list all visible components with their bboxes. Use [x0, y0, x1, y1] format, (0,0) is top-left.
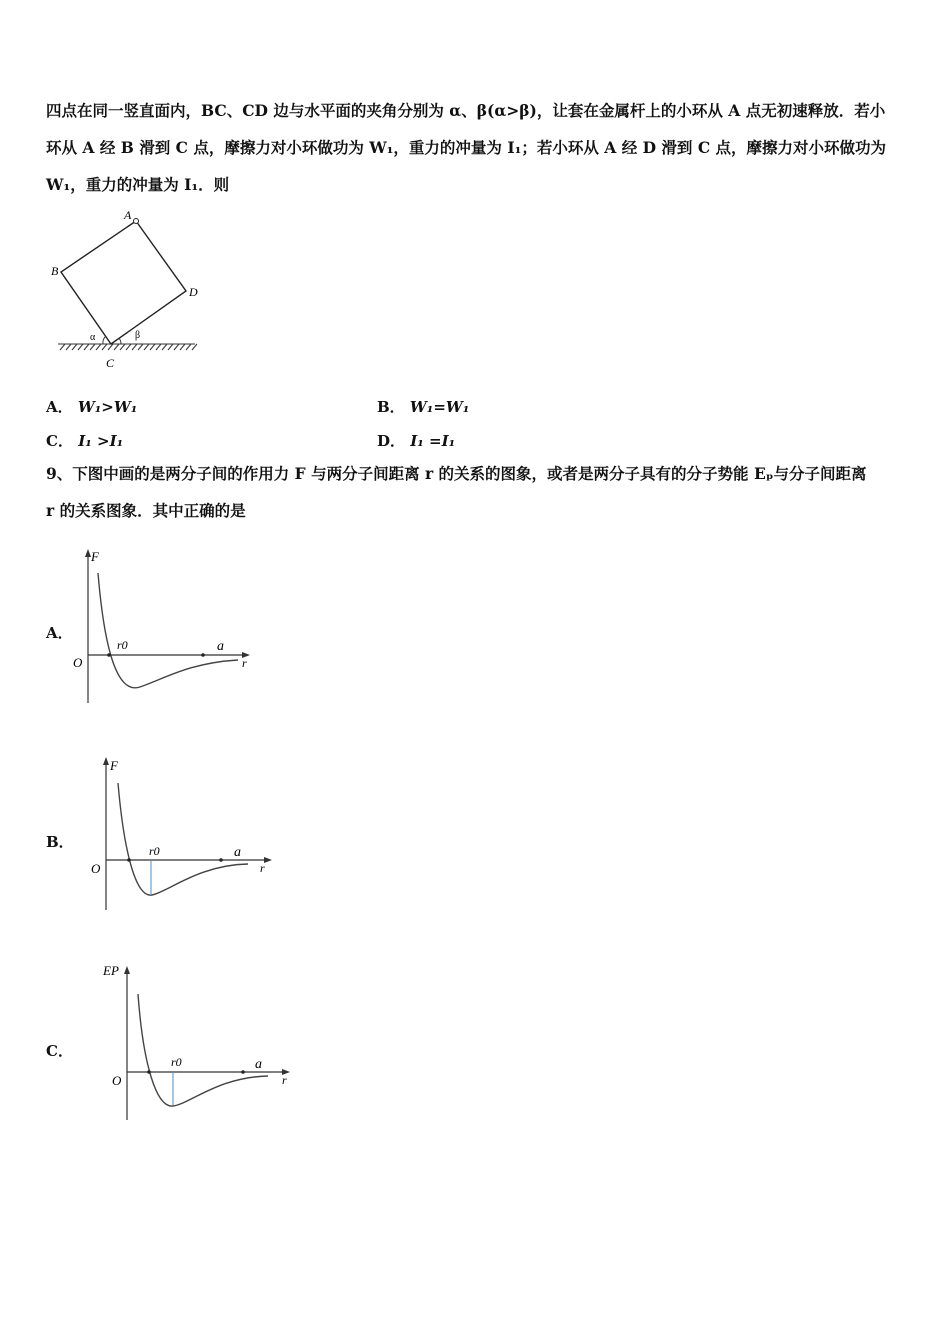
hatch-mark	[108, 344, 113, 350]
r0-label: r0	[149, 844, 160, 858]
option-8-c[interactable]	[46, 430, 123, 451]
graph-option-b	[88, 753, 278, 918]
problem9-text	[46, 455, 908, 529]
potential-energy-curve	[138, 994, 268, 1106]
a-label: a	[217, 639, 224, 654]
hatch-mark	[90, 344, 95, 350]
hatch-mark	[120, 344, 125, 350]
hatch-mark	[132, 344, 137, 350]
r0-label: r0	[117, 638, 128, 652]
force-curve	[118, 783, 248, 895]
a-label: a	[234, 845, 241, 860]
option-text: W₁=W₁	[409, 398, 470, 416]
problem8-line-3: W₁，重力的冲量为 I₁．则	[46, 175, 230, 194]
option-letter: B．	[377, 398, 405, 416]
y-axis-arrow-icon	[124, 966, 130, 974]
origin-label: O	[73, 655, 83, 670]
hatch-mark	[168, 344, 173, 350]
graph-option-a	[68, 545, 258, 710]
hatch-mark	[162, 344, 167, 350]
label-b: B	[51, 264, 59, 278]
force-curve	[98, 573, 238, 688]
a-label: a	[255, 1057, 262, 1072]
beta-arc	[119, 338, 121, 344]
point-a-ring	[134, 219, 139, 224]
hatch-mark	[60, 344, 65, 350]
hatch-mark	[78, 344, 83, 350]
y-axis-arrow-icon	[103, 757, 109, 765]
hatch-mark	[174, 344, 179, 350]
x-axis-label: r	[260, 861, 265, 875]
problem9-line-2: r 的关系图象．其中正确的是	[46, 501, 246, 520]
option-9-a-letter[interactable]: A．	[46, 624, 73, 642]
hatch-mark	[126, 344, 131, 350]
option-letter: D．	[377, 432, 406, 450]
hatch-mark	[72, 344, 77, 350]
problem8-line-2: 环从 A 经 B 滑到 C 点，摩擦力对小环做功为 W₁，重力的冲量为 I₁；若小环从 A 经 D 滑到 C 点，摩擦力对小环做功为	[46, 138, 887, 157]
r0-label: r0	[171, 1055, 182, 1069]
x-axis-arrow-icon	[264, 857, 272, 863]
y-axis-label: F	[110, 758, 118, 773]
ground-hatching	[58, 344, 197, 350]
graph-option-c	[98, 958, 298, 1123]
hatch-mark	[84, 344, 89, 350]
hatch-mark	[156, 344, 161, 350]
square-frame	[61, 221, 186, 344]
problem9-line-1: 9、下图中画的是两分子间的作用力 F 与两分子间距离 r 的关系的图象，或者是两分子具有的分子势能 Eₚ与分子间距离	[46, 464, 867, 483]
origin-label: O	[112, 1073, 122, 1088]
hatch-mark	[138, 344, 143, 350]
hatch-mark	[66, 344, 71, 350]
hatch-mark	[102, 344, 107, 350]
label-c: C	[106, 356, 115, 370]
hatch-mark	[180, 344, 185, 350]
hatch-mark	[192, 344, 197, 350]
y-axis-label: EP	[103, 963, 119, 978]
hatch-mark	[186, 344, 191, 350]
label-alpha: α	[90, 332, 96, 343]
option-text: I₁ =I₁	[410, 432, 456, 450]
option-text: I₁ >I₁	[78, 432, 124, 450]
option-letter: C．	[46, 432, 73, 450]
problem8-text	[46, 92, 908, 203]
option-letter: A．	[46, 398, 73, 416]
hatch-mark	[96, 344, 101, 350]
label-a: A	[124, 208, 132, 222]
problem8-line-1: 四点在同一竖直面内，BC、CD 边与水平面的夹角分别为 α、β(α>β)，让套在金属杆上的小环从 A 点无初速释放．若小	[46, 101, 886, 120]
hatch-mark	[150, 344, 155, 350]
hatch-mark	[144, 344, 149, 350]
origin-label: O	[91, 861, 101, 876]
problem8-square-rod-diagram	[50, 205, 200, 375]
label-d: D	[189, 285, 198, 299]
option-9-c-letter[interactable]: C．	[46, 1042, 73, 1060]
option-text: W₁>W₁	[77, 398, 138, 416]
x-axis-label: r	[242, 656, 247, 670]
option-9-b-letter[interactable]: B．	[46, 833, 74, 851]
option-8-a[interactable]	[46, 396, 137, 417]
hatch-mark	[114, 344, 119, 350]
option-8-d[interactable]	[377, 430, 455, 451]
y-axis-label: F	[91, 549, 99, 564]
x-axis-label: r	[282, 1073, 287, 1087]
option-8-b[interactable]	[377, 396, 469, 417]
label-beta: β	[135, 330, 141, 341]
